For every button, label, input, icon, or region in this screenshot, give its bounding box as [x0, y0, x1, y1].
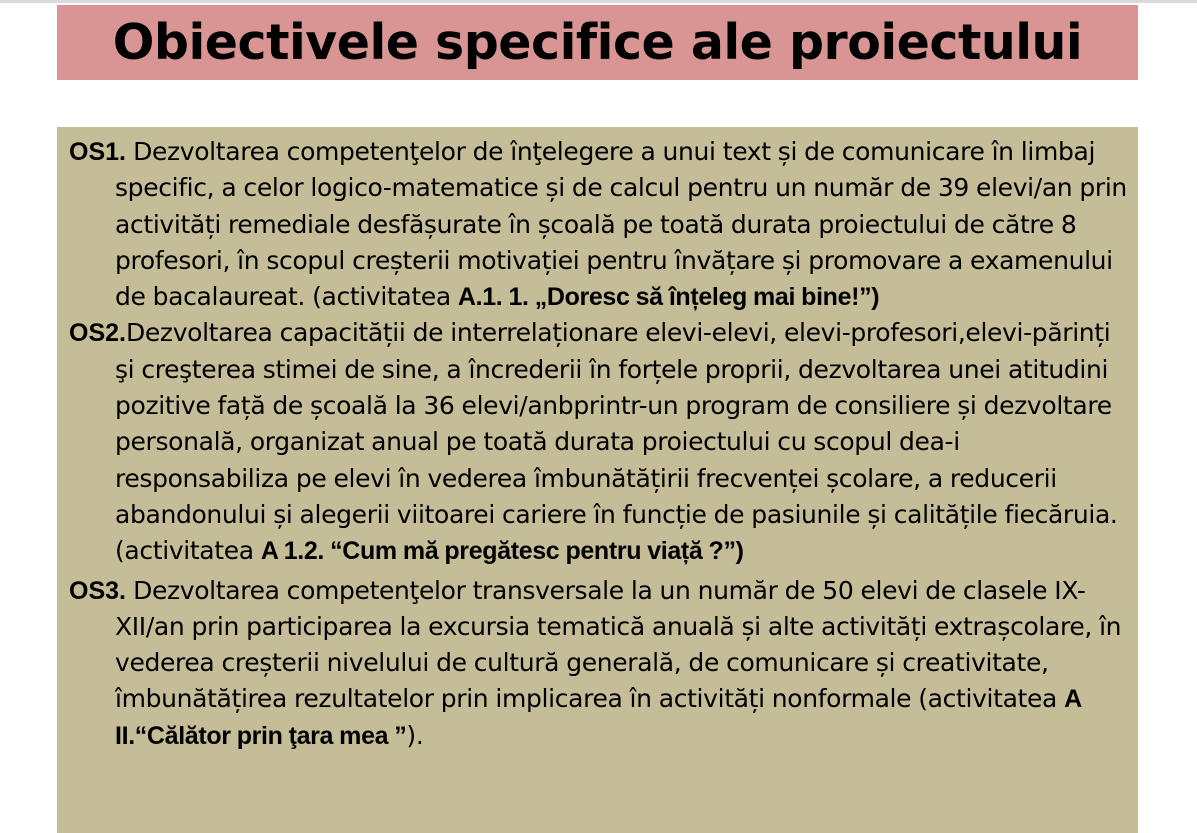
objective-code: OS3.	[69, 576, 126, 605]
top-rule	[0, 0, 1197, 3]
objective-text: Dezvoltarea capacității de interrelaționare elevi-elevi, elevi-profesori,elevi-părinți şi creşterea stimei de sine, a încrederii în forțele proprii, dezvoltarea unei atitudini pozitive față de școală la 36 elevi/anbprintr-un program de consiliere și dezvoltare personală, organizat anual pe toată durata proiectului cu scopul dea-i responsabiliza pe elevi în vederea îmbunătățirii frecvenței școlare, a reducerii abandonului și alegerii viitoarei cariere în funcție de pasiunile și calitățile fiecăruia. (activitatea	[115, 318, 1118, 566]
objective-text: Dezvoltarea competenţelor transversale la un număr de 50 elevi de clasele IX- XII/an prin participarea la excursia tematică anuală și alte activități extrașcolare, în vederea creșterii nivelului de cultură generală, de comunicare și creativitate, îmbunătățirea rezultatelor prin implicarea în activități nonformale (activitatea	[115, 575, 1122, 714]
objective-os3	[69, 573, 1131, 754]
objective-os1	[69, 134, 1131, 315]
objective-tail: ).	[406, 720, 424, 750]
objective-text: Dezvoltarea competenţelor de înţelegere a unui text și de comunicare în limbaj specific, a celor logico-matematice și de calcul pentru un număr de 39 elevi/an prin activități remediale desfășurate în școală pe toată durata proiectului de către 8 profesori, în scopul creșterii motivației pentru învățare și promovare a examenului de bacalaureat. (activitatea	[115, 137, 1127, 312]
objective-code: OS2.	[69, 319, 126, 348]
objective-os2	[69, 315, 1131, 569]
objective-activity: A II.“Călător prin ţara mea ”	[115, 685, 1081, 750]
objective-activity: A.1. 1. „Doresc să înțeleg mai bine!”)	[457, 283, 880, 312]
slide-title: Obiectivele specifice ale proiectului	[112, 14, 1083, 71]
objective-activity: A 1.2. “Cum mă pregătesc pentru viață ?”)	[260, 537, 744, 566]
objectives-panel	[57, 127, 1138, 833]
objectives-list	[69, 134, 1131, 755]
title-banner	[57, 5, 1138, 80]
objective-code: OS1.	[69, 138, 126, 166]
